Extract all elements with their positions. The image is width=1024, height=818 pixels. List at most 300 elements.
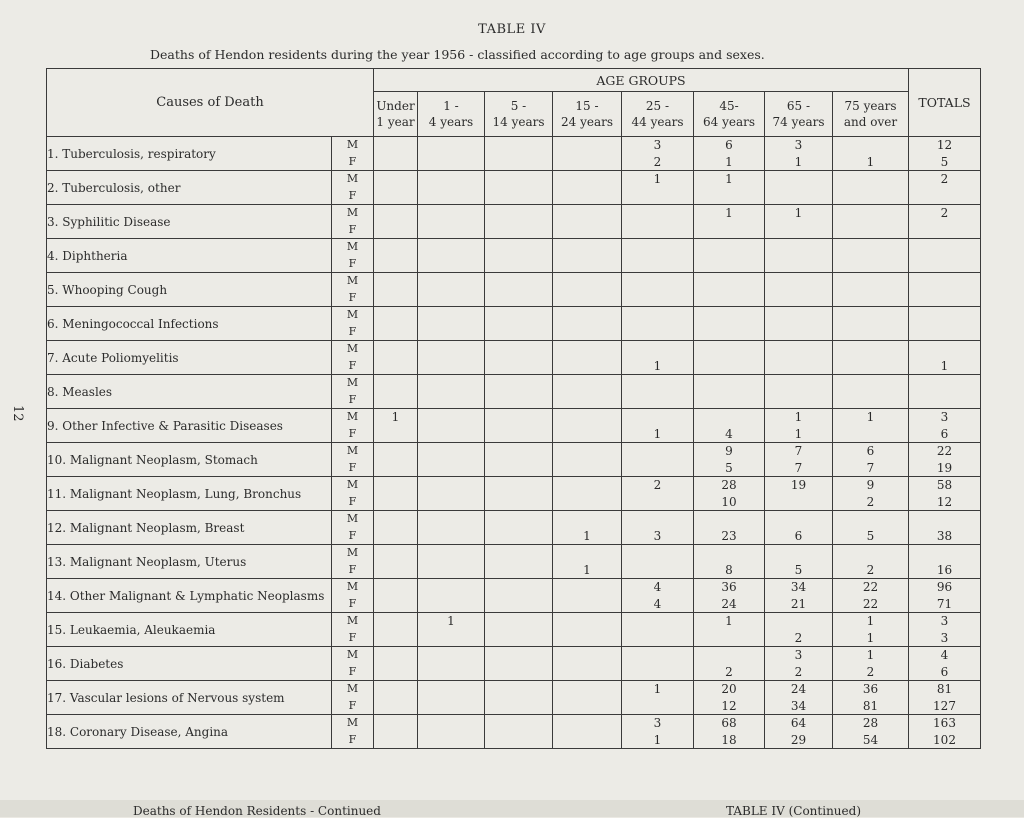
sex-labels xyxy=(332,273,374,307)
death-count: 9 xyxy=(725,444,733,458)
death-count xyxy=(553,545,621,562)
death-count: 2 xyxy=(794,664,803,679)
total-cell xyxy=(909,715,981,749)
death-count: 3 xyxy=(794,648,803,662)
age-group-cell xyxy=(833,409,909,443)
death-count: 5 xyxy=(794,562,803,577)
age-group-cell xyxy=(485,647,553,681)
age-column-header xyxy=(374,92,418,137)
death-count xyxy=(553,358,621,375)
sex-labels xyxy=(332,715,374,749)
age-group-cell xyxy=(622,205,694,239)
sex-label: F xyxy=(348,392,357,406)
age-column-label: 65 - xyxy=(786,98,811,113)
death-count xyxy=(553,681,621,698)
age-column-header xyxy=(622,92,694,137)
death-count xyxy=(765,392,832,409)
age-column-header xyxy=(485,92,553,137)
sex-label: M xyxy=(346,614,359,627)
age-group-cell xyxy=(622,443,694,477)
age-group-cell xyxy=(553,273,622,307)
death-count xyxy=(374,664,417,681)
sex-label: F xyxy=(348,562,357,576)
death-count: 2 xyxy=(866,562,875,577)
sex-label: F xyxy=(348,324,357,338)
age-column-header xyxy=(765,92,833,137)
age-group-cell xyxy=(694,239,765,273)
death-count xyxy=(553,256,621,273)
death-count xyxy=(485,579,552,596)
sex-labels xyxy=(332,341,374,375)
death-count: 5 xyxy=(725,460,733,475)
death-count xyxy=(833,375,908,392)
death-count xyxy=(553,188,621,205)
age-group-cell xyxy=(374,307,418,341)
death-count xyxy=(374,256,417,273)
death-count: 68 xyxy=(721,716,737,730)
sex-labels xyxy=(332,137,374,171)
death-count: 81 xyxy=(862,698,879,713)
sex-label: M xyxy=(346,274,359,287)
total-count xyxy=(909,290,980,307)
total-cell xyxy=(909,579,981,613)
age-group-cell xyxy=(553,647,622,681)
death-count xyxy=(765,494,832,511)
age-group-cell xyxy=(833,715,909,749)
death-count xyxy=(374,375,417,392)
age-group-cell xyxy=(485,205,553,239)
death-count: 36 xyxy=(721,580,737,594)
age-group-cell xyxy=(418,307,485,341)
sex-label: M xyxy=(346,444,359,457)
table-row xyxy=(47,273,981,307)
age-group-cell xyxy=(485,545,553,579)
death-count xyxy=(485,307,552,324)
death-count xyxy=(553,698,621,715)
death-count xyxy=(374,732,417,749)
sex-labels xyxy=(332,477,374,511)
death-count: 1 xyxy=(866,410,875,424)
table-row xyxy=(47,375,981,409)
death-count xyxy=(374,290,417,307)
sex-label: F xyxy=(348,664,357,678)
age-group-cell xyxy=(418,171,485,205)
total-count: 12 xyxy=(936,138,953,152)
sex-label: F xyxy=(348,256,357,270)
mortality-table xyxy=(46,68,981,749)
death-count xyxy=(553,613,621,630)
death-count xyxy=(765,171,832,188)
total-cell xyxy=(909,613,981,647)
death-count xyxy=(553,426,621,443)
age-group-cell xyxy=(553,579,622,613)
death-count xyxy=(374,307,417,324)
death-count xyxy=(485,188,552,205)
age-group-cell xyxy=(485,477,553,511)
total-count: 3 xyxy=(940,410,949,424)
death-count xyxy=(418,273,484,290)
death-count: 1 xyxy=(725,154,733,169)
total-count: 3 xyxy=(940,614,949,628)
age-group-cell xyxy=(622,681,694,715)
death-count xyxy=(622,324,693,341)
death-count xyxy=(622,375,693,392)
age-column-header xyxy=(553,92,622,137)
age-group-cell xyxy=(833,171,909,205)
total-count xyxy=(909,375,980,392)
death-count xyxy=(374,426,417,443)
death-count xyxy=(485,256,552,273)
death-count: 64 xyxy=(790,716,807,730)
death-count: 34 xyxy=(790,580,807,594)
age-group-cell xyxy=(553,307,622,341)
death-count xyxy=(622,222,693,239)
death-count xyxy=(374,528,417,545)
age-column-label: 14 years xyxy=(492,115,545,129)
age-group-cell xyxy=(694,375,765,409)
age-group-cell xyxy=(553,443,622,477)
death-count xyxy=(694,358,764,375)
age-column-label: Under xyxy=(376,98,415,113)
death-count: 1 xyxy=(447,614,455,628)
age-group-cell xyxy=(418,375,485,409)
sex-labels xyxy=(332,205,374,239)
death-count xyxy=(553,715,621,732)
table-row xyxy=(47,647,981,681)
age-group-cell xyxy=(765,477,833,511)
death-count: 34 xyxy=(790,698,807,713)
death-count xyxy=(553,511,621,528)
age-group-cell xyxy=(694,443,765,477)
age-group-cell xyxy=(694,579,765,613)
age-group-cell xyxy=(694,273,765,307)
death-count xyxy=(485,341,552,358)
age-column-label: 75 years xyxy=(844,98,897,113)
total-count xyxy=(909,239,980,256)
death-count xyxy=(765,341,832,358)
total-count: 71 xyxy=(936,596,953,611)
death-count xyxy=(765,188,832,205)
death-count xyxy=(694,511,764,528)
death-count: 1 xyxy=(725,172,733,186)
age-group-cell xyxy=(765,715,833,749)
sex-label: F xyxy=(348,630,357,644)
sex-label: F xyxy=(348,732,357,746)
death-count xyxy=(485,137,552,154)
age-group-cell xyxy=(694,137,765,171)
sex-labels xyxy=(332,409,374,443)
age-group-cell xyxy=(765,239,833,273)
death-count xyxy=(418,460,484,477)
age-group-cell xyxy=(765,511,833,545)
death-count xyxy=(418,630,484,647)
death-count xyxy=(418,664,484,681)
death-count xyxy=(374,273,417,290)
death-count xyxy=(374,579,417,596)
total-cell xyxy=(909,681,981,715)
age-group-cell xyxy=(765,137,833,171)
table-row xyxy=(47,511,981,545)
age-group-cell xyxy=(765,341,833,375)
total-count xyxy=(909,324,980,341)
death-count xyxy=(418,562,484,579)
death-count: 36 xyxy=(862,682,879,696)
total-count: 3 xyxy=(940,630,949,645)
death-count xyxy=(553,409,621,426)
death-count xyxy=(485,154,552,171)
death-count: 3 xyxy=(794,138,803,152)
death-count xyxy=(622,188,693,205)
death-count xyxy=(553,137,621,154)
death-count xyxy=(374,460,417,477)
death-count xyxy=(833,171,908,188)
sex-label: M xyxy=(346,172,359,185)
cause-of-death: 16. Diabetes xyxy=(47,647,332,681)
table-body xyxy=(47,137,981,749)
age-group-cell xyxy=(485,307,553,341)
cause-of-death: 4. Diphtheria xyxy=(47,239,332,273)
total-cell xyxy=(909,409,981,443)
death-count xyxy=(833,392,908,409)
death-count: 1 xyxy=(725,614,733,628)
table-row xyxy=(47,443,981,477)
sex-labels xyxy=(332,613,374,647)
sex-labels xyxy=(332,681,374,715)
age-group-cell xyxy=(485,409,553,443)
death-count xyxy=(622,494,693,511)
death-count xyxy=(418,341,484,358)
age-group-cell xyxy=(694,341,765,375)
death-count xyxy=(485,596,552,613)
death-count xyxy=(418,528,484,545)
death-count xyxy=(374,239,417,256)
cause-of-death: 10. Malignant Neoplasm, Stomach xyxy=(47,443,332,477)
age-group-cell xyxy=(833,613,909,647)
age-group-cell xyxy=(485,239,553,273)
sex-label: M xyxy=(346,342,359,355)
death-count xyxy=(374,630,417,647)
death-count xyxy=(418,409,484,426)
death-count xyxy=(485,392,552,409)
death-count: 1 xyxy=(653,426,662,441)
death-count: 2 xyxy=(653,478,662,492)
death-count xyxy=(418,324,484,341)
total-count: 102 xyxy=(933,732,956,747)
death-count: 2 xyxy=(794,630,803,645)
death-count: 28 xyxy=(862,716,879,730)
death-count xyxy=(553,307,621,324)
death-count: 6 xyxy=(794,528,803,543)
death-count xyxy=(622,545,693,562)
age-group-cell xyxy=(553,375,622,409)
death-count: 9 xyxy=(866,478,875,492)
death-count xyxy=(694,647,764,664)
sex-labels xyxy=(332,579,374,613)
death-count: 7 xyxy=(794,460,803,475)
age-group-cell xyxy=(485,273,553,307)
total-count: 96 xyxy=(936,580,953,594)
age-group-cell xyxy=(765,171,833,205)
age-group-cell xyxy=(553,715,622,749)
age-group-cell xyxy=(374,171,418,205)
age-group-cell xyxy=(374,647,418,681)
death-count xyxy=(694,392,764,409)
death-count xyxy=(418,579,484,596)
death-count xyxy=(485,528,552,545)
age-group-cell xyxy=(553,545,622,579)
death-count xyxy=(418,477,484,494)
cause-of-death: 2. Tuberculosis, other xyxy=(47,171,332,205)
death-count: 1 xyxy=(866,630,875,645)
death-count: 1 xyxy=(725,206,733,220)
age-group-cell xyxy=(418,579,485,613)
age-group-cell xyxy=(374,715,418,749)
death-count xyxy=(833,341,908,358)
age-group-cell xyxy=(553,511,622,545)
death-count xyxy=(833,188,908,205)
table-row xyxy=(47,409,981,443)
death-count xyxy=(553,630,621,647)
age-group-cell xyxy=(553,409,622,443)
total-cell xyxy=(909,137,981,171)
cause-of-death: 7. Acute Poliomyelitis xyxy=(47,341,332,375)
death-count xyxy=(553,460,621,477)
death-count xyxy=(833,511,908,528)
table-row xyxy=(47,579,981,613)
death-count xyxy=(694,545,764,562)
page-number: 12 xyxy=(10,405,25,422)
death-count xyxy=(485,494,552,511)
death-count: 1 xyxy=(583,528,591,543)
death-count xyxy=(418,171,484,188)
age-group-cell xyxy=(694,307,765,341)
age-group-cell xyxy=(418,409,485,443)
death-count xyxy=(694,256,764,273)
age-group-cell xyxy=(553,341,622,375)
death-count: 22 xyxy=(862,580,879,594)
death-count xyxy=(553,205,621,222)
total-cell xyxy=(909,375,981,409)
cause-of-death: 18. Coronary Disease, Angina xyxy=(47,715,332,749)
age-column-label: 4 years xyxy=(428,115,474,129)
age-group-cell xyxy=(485,375,553,409)
death-count xyxy=(553,477,621,494)
cause-of-death: 3. Syphilitic Disease xyxy=(47,205,332,239)
death-count xyxy=(418,426,484,443)
sex-label: M xyxy=(346,138,359,151)
sex-labels xyxy=(332,375,374,409)
death-count xyxy=(622,341,693,358)
cause-of-death: 8. Measles xyxy=(47,375,332,409)
death-count xyxy=(485,732,552,749)
death-count xyxy=(374,494,417,511)
sex-label: M xyxy=(346,648,359,661)
age-group-cell xyxy=(553,171,622,205)
death-count: 1 xyxy=(866,648,875,662)
table-row xyxy=(47,681,981,715)
death-count: 1 xyxy=(866,614,875,628)
death-count xyxy=(622,443,693,460)
age-group-cell xyxy=(765,409,833,443)
death-count: 4 xyxy=(653,580,662,594)
age-group-cell xyxy=(622,409,694,443)
death-count xyxy=(374,715,417,732)
death-count xyxy=(374,562,417,579)
death-count: 7 xyxy=(794,444,803,458)
death-count xyxy=(833,273,908,290)
death-count xyxy=(765,256,832,273)
death-count xyxy=(485,664,552,681)
death-count xyxy=(485,222,552,239)
death-count xyxy=(833,307,908,324)
total-count xyxy=(909,188,980,205)
sex-label: F xyxy=(348,460,357,474)
death-count xyxy=(485,460,552,477)
total-cell xyxy=(909,477,981,511)
death-count xyxy=(485,630,552,647)
age-group-cell xyxy=(694,477,765,511)
sex-label: M xyxy=(346,410,359,423)
death-count xyxy=(374,681,417,698)
death-count xyxy=(374,171,417,188)
death-count: 29 xyxy=(790,732,807,747)
death-count xyxy=(485,273,552,290)
age-group-cell xyxy=(622,239,694,273)
death-count xyxy=(765,613,832,630)
death-count xyxy=(418,698,484,715)
sex-label: M xyxy=(346,376,359,389)
death-count xyxy=(485,443,552,460)
age-group-cell xyxy=(833,511,909,545)
death-count: 19 xyxy=(790,478,807,492)
death-count xyxy=(553,273,621,290)
death-count xyxy=(553,579,621,596)
death-count: 8 xyxy=(725,562,733,577)
cause-of-death: 9. Other Infective & Parasitic Diseases xyxy=(47,409,332,443)
sex-label: F xyxy=(348,494,357,508)
total-count: 6 xyxy=(940,426,949,441)
death-count xyxy=(622,256,693,273)
death-count xyxy=(374,613,417,630)
age-group-cell xyxy=(694,681,765,715)
total-count xyxy=(909,307,980,324)
death-count xyxy=(418,375,484,392)
death-count xyxy=(833,426,908,443)
death-count xyxy=(622,239,693,256)
total-count: 19 xyxy=(936,460,953,475)
age-column-label: 74 years xyxy=(772,115,825,129)
death-count xyxy=(622,664,693,681)
age-group-cell xyxy=(622,137,694,171)
death-count xyxy=(622,511,693,528)
death-count: 4 xyxy=(725,426,733,441)
age-group-cell xyxy=(553,205,622,239)
age-group-cell xyxy=(418,613,485,647)
death-count xyxy=(418,137,484,154)
total-cell xyxy=(909,511,981,545)
age-column-label: 44 years xyxy=(631,115,684,129)
age-group-cell xyxy=(374,681,418,715)
age-column-label: 1 - xyxy=(443,98,459,113)
sex-label: M xyxy=(346,512,359,525)
death-count xyxy=(694,239,764,256)
total-count: 81 xyxy=(936,682,953,696)
death-count xyxy=(485,290,552,307)
death-count xyxy=(622,273,693,290)
total-count xyxy=(909,222,980,239)
death-count xyxy=(485,409,552,426)
continued-caption: Deaths of Hendon Residents - Continued xyxy=(133,804,381,818)
